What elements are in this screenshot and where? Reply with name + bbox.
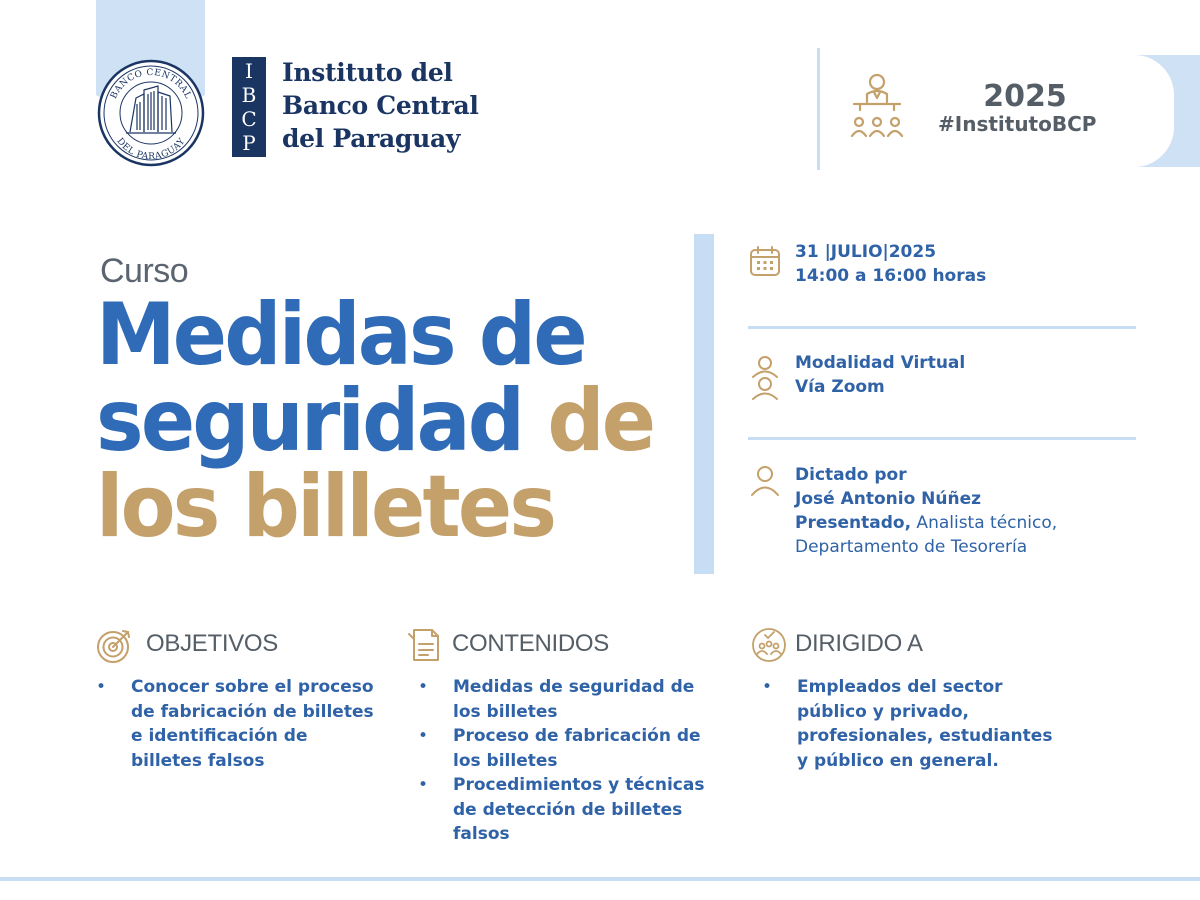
modality-block: [795, 351, 965, 399]
date-block: [795, 240, 986, 288]
title-line-2-blue: seguridad: [96, 371, 523, 471]
target-icon: [96, 626, 134, 664]
ibcp-letter: B: [241, 83, 257, 107]
contenidos-heading: CONTENIDOS: [452, 630, 610, 657]
ibcp-letter: I: [245, 59, 253, 83]
course-time: 14:00 a 16:00 horas: [795, 266, 987, 286]
list-item: • Medidas de seguridad de los billetes: [453, 675, 723, 724]
modality-label: Modalidad Virtual: [795, 353, 966, 373]
dictated-by-label: Dictado por: [795, 465, 907, 485]
dirigido-heading: DIRIGIDO A: [795, 630, 923, 657]
teacher-classroom-icon: [848, 72, 906, 144]
list-item: • Procedimientos y técnicas de detección de billetes falsos: [453, 773, 723, 847]
seal-text-bottom: DEL PARAGUAY: [114, 136, 188, 163]
audience-icon: [750, 626, 788, 664]
document-edit-icon: [406, 626, 444, 664]
presented-label: Presentado,: [795, 513, 912, 533]
bcp-seal-logo: [96, 58, 206, 168]
institute-name: [282, 56, 479, 155]
course-kind-label: Curso: [100, 252, 189, 290]
title-line-1: Medidas de: [96, 285, 585, 385]
ibcp-letter: P: [242, 131, 256, 155]
platform-label: Vía Zoom: [795, 377, 885, 397]
list-item: • Proceso de fabricación de los billetes: [453, 724, 723, 773]
year-label: 2025: [983, 79, 1067, 114]
dirigido-list: [797, 675, 1067, 773]
header-divider: [817, 48, 820, 170]
right-tab-decoration: [1135, 55, 1200, 167]
contenidos-list: [453, 675, 723, 847]
info-divider-2: [748, 437, 1136, 440]
bottom-line: [0, 877, 1200, 881]
objetivos-list: [131, 675, 381, 773]
seal-text-top: BANCO CENTRAL: [109, 67, 193, 101]
title-divider-bar: [694, 234, 714, 574]
title-line-2-gold: de: [547, 371, 654, 471]
info-divider-1: [748, 326, 1136, 329]
presenter-name: José Antonio Núñez: [795, 489, 982, 509]
presenter-block: [795, 463, 1057, 559]
institute-name-line: del Paraguay: [282, 124, 461, 153]
institute-name-line: Instituto del: [282, 58, 453, 87]
ibcp-vertical-logo: [232, 57, 266, 157]
person-icon: [748, 464, 782, 498]
calendar-icon: [748, 244, 782, 278]
presenter-department: Departamento de Tesorería: [795, 537, 1028, 557]
title-line-3: los billetes: [96, 457, 555, 557]
objetivos-heading: OBJETIVOS: [146, 630, 278, 657]
course-date: 31 |JULIO|2025: [795, 242, 937, 262]
presenter-role: Analista técnico,: [911, 513, 1058, 533]
ibcp-letter: C: [241, 107, 257, 131]
list-item: • Empleados del sector público y privado, profesionales, estudiantes y público en general.: [797, 675, 1067, 773]
institute-name-line: Banco Central: [282, 91, 479, 120]
course-title: [96, 285, 654, 557]
hashtag-label: #InstitutoBCP: [938, 112, 1097, 136]
list-item: • Conocer sobre el proceso de fabricación de billetes e identificación de billetes falsos: [131, 675, 381, 773]
participants-icon: [748, 354, 782, 402]
